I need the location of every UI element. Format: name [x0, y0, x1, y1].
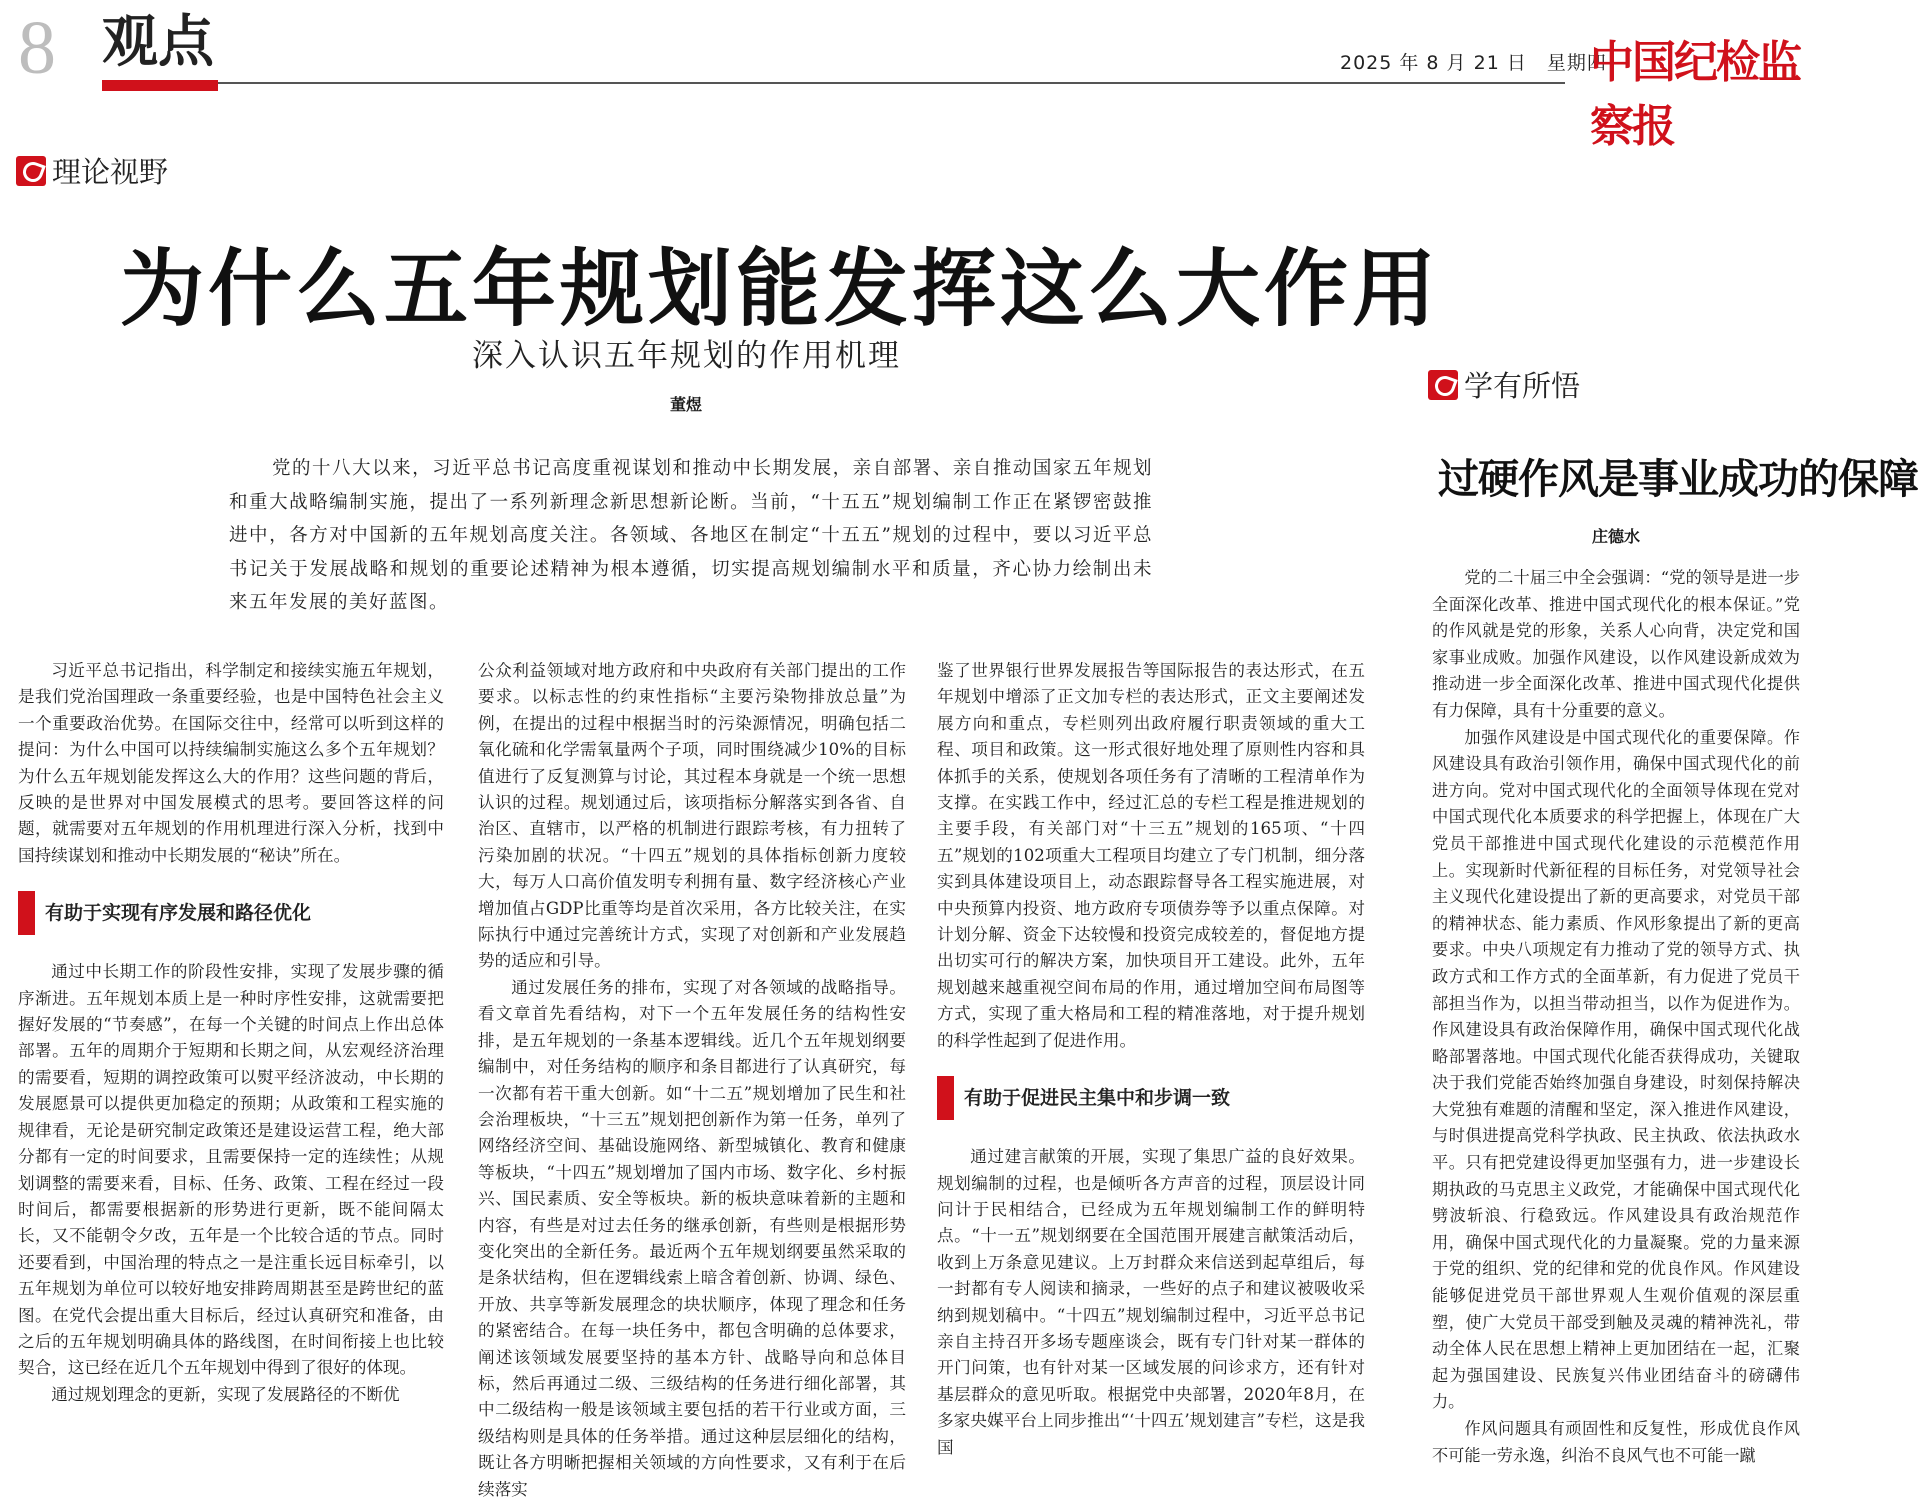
subheading — [18, 891, 444, 935]
section-title: 观点 — [102, 9, 214, 75]
subheading-text: 有助于实现有序发展和路径优化 — [45, 902, 312, 925]
paragraph: 作风问题具有顽固性和反复性，形成优良作风不可能一劳永逸，纠治不良风气也不可能一蹴 — [1432, 1419, 1800, 1465]
article-column-1 — [18, 658, 444, 1408]
subheading-bar — [18, 891, 35, 935]
paragraph: 党的二十届三中全会强调：“党的领导是进一步全面深化改革、推进中国式现代化的根本保证。”党的作风就是党的形象，关系人心向背，决定党和国家事业成败。加强作风建设，以作风建设新成效为推动进一步全面深化改革、推进中国式现代化提供有力保障，具有十分重要的意义。 — [1432, 568, 1800, 720]
paragraph: 习近平总书记指出，科学制定和接续实施五年规划，是我们党治国理政一条重要经验，也是中国特色社会主义一个重要政治优势。在国际交往中，经常可以听到这样的提问：为什么中国可以持续编制实施这么多个五年规划？为什么五年规划能发挥这么大的作用？这些问题的背后，反映的是世界对中国发展模式的思考。要回答这样的问题，就需要对五年规划的作用机理进行深入分析，找到中国持续谋划和推动中长期发展的“秘诀”所在。 — [18, 661, 444, 865]
newspaper-logo: 中国纪检监察报 — [1590, 37, 1800, 152]
flag-icon — [1428, 370, 1458, 400]
side-headline: 过硬作风是事业成功的保障 — [1438, 455, 1918, 503]
side-article-body — [1432, 565, 1800, 1469]
paragraph: 通过中长期工作的阶段性安排，实现了发展步骤的循序渐进。五年规划本质上是一种时序性安排，这就需要把握好发展的“节奏感”，在每一个关键的时间点上作出总体部署。五年的周期介于短期和长期之间，从宏观经济治理的需要看，短期的调控政策可以熨平经济波动，中长期的发展愿景可以提供更加稳定的预期；从政策和工程实施的规律看，无论是研究制定政策还是建设运营工程，绝大部分都有一定的时间要求，且需要保持一定的连续性；从规划调整的需要来看，目标、任务、政策、工程在经过一段时间后，都需要根据新的形势进行更新，既不能间隔太长，又不能朝令夕改，五年是一个比较合适的节点。同时还要看到，中国治理的特点之一是注重长远目标牵引，以五年规划为单位可以较好地安排跨周期甚至是跨世纪的蓝图。在党代会提出重大目标后，经过认真研究和准备，由之后的五年规划明确具体的路线图，在时间衔接上也比较契合，这已经在近几个五年规划中得到了很好的体现。 — [18, 962, 444, 1378]
main-author: 董煜 — [670, 395, 703, 414]
main-headline: 为什么五年规划能发挥这么大作用 — [120, 239, 1441, 338]
header-rule — [218, 82, 1565, 84]
paragraph: 通过建言献策的开展，实现了集思广益的良好效果。规划编制的过程，也是倾听各方声音的过程，顶层设计同问计于民相结合，已经成为五年规划编制工作的鲜明特点。“十一五”规划纲要在全国范围开展建言献策活动后，收到上万条意见建议。上万封群众来信送到起草组后，每一封都有专人阅读和摘录，一些好的点子和建议被吸收采纳到规划稿中。“十四五”规划编制过程中，习近平总书记亲自主持召开多场专题座谈会，既有专门针对某一群体的开门问策，也有针对某一区域发展的问诊求方，还有针对基层群众的意见听取。根据党中央部署，2020年8月，在多家央媒平台上同步推出“‘十四五’规划建言”专栏，这是我国 — [937, 1147, 1365, 1457]
subheading-text: 有助于促进民主集中和步调一致 — [964, 1086, 1231, 1109]
paragraph: 通过规划理念的更新，实现了发展路径的不断优 — [51, 1384, 400, 1404]
sub-headline: 深入认识五年规划的作用机理 — [472, 338, 901, 374]
paragraph: 公众利益领域对地方政府和中央政府有关部门提出的工作要求。以标志性的约束性指标“主要污染物排放总量”为例，在提出的过程中根据当时的污染源情况，明确包括二氧化硫和化学需氧量两个子项，同时围绕减少10%的目标值进行了反复测算与讨论，其过程本身就是一个统一思想认识的过程。规划通过后，该项指标分解落实到各省、自治区、直辖市，以严格的机制进行跟踪考核，有力扭转了污染加剧的状况。“十四五”规划的具体指标创新力度较大，每万人口高价值发明专利拥有量、数字经济核心产业增加值占GDP比重等均是首次采用，各方比较关注，在实际执行中通过完善统计方式，实现了对创新和产业发展趋势的适应和引导。 — [478, 661, 906, 971]
side-author: 庄德水 — [1592, 527, 1641, 546]
paragraph: 鉴了世界银行世界发展报告等国际报告的表达形式，在五年规划中增添了正文加专栏的表达形式，正文主要阐述发展方向和重点，专栏则列出政府履行职责领域的重大工程、项目和政策。这一形式很好地处理了原则性内容和具体抓手的关系，使规划各项任务有了清晰的工程清单作为支撑。在实践工作中，经过汇总的专栏工程是推进规划的主要手段，有关部门对“十三五”规划的165项、“十四五”规划的102项重大工程项目均建立了专门机制，细分落实到具体建设项目上，动态跟踪督导各工程实施进展，对中央预算内投资、地方政府专项债券等予以重点保障。对计划分解、资金下达较慢和投资完成较差的，督促地方提出切实可行的解决方案，加快项目开工建设。此外，五年规划越来越重视空间布局的作用，通过增加空间布局图等方式，实现了重大格局和工程的精准落地，对于提升规划的科学性起到了促进作用。 — [937, 661, 1365, 1050]
article-column-2 — [478, 658, 906, 1503]
page-number: 8 — [18, 6, 56, 90]
paragraph: 通过发展任务的排布，实现了对各领域的战略指导。看文章首先看结构，对下一个五年发展任务的结构性安排，是五年规划的一条基本逻辑线。近几个五年规划纲要编制中，对任务结构的顺序和条目都进行了认真研究，每一次都有若干重大创新。如“十二五”规划增加了民生和社会治理板块，“十三五”规划把创新作为第一任务，单列了网络经济空间、基础设施网络、新型城镇化、教育和健康等板块，“十四五”规划增加了国内市场、数字化、乡村振兴、国民素质、安全等板块。新的板块意味着新的主题和内容，有些是对过去任务的继承创新，有些则是根据形势变化突出的全新任务。最近两个五年规划纲要虽然采取的是条状结构，但在逻辑线索上暗含着创新、协调、绿色、开放、共享等新发展理念的块状顺序，体现了理念和任务的紧密结合。在每一块任务中，都包含明确的总体要求，阐述该领域发展要坚持的基本方针、战略导向和总体目标，然后再通过二级、三级结构的任务进行细化部署，其中二级结构一般是该领域主要包括的若干行业或方面，三级结构则是具体的任务举措。通过这种层层细化的结构，既让各方明晰把握相关领域的方向性要求，又有利于在后续落实 — [478, 977, 906, 1499]
lead-paragraph: 党的十八大以来，习近平总书记高度重视谋划和推动中长期发展，亲自部署、亲自推动国家五年规划和重大战略编制实施，提出了一系列新理念新思想新论断。当前，“十五五”规划编制工作正在紧锣密鼓推进中，各方对中国新的五年规划高度关注。各领域、各地区在制定“十五五”规划的过程中，要以习近平总书记关于发展战略和规划的重要论述精神为根本遵循，切实提高规划编制水平和质量，齐心协力绘制出未来五年发展的美好蓝图。 — [229, 458, 1153, 613]
column-label-study — [1428, 364, 1580, 405]
subheading — [937, 1076, 1365, 1120]
column-label-text: 理论视野 — [52, 155, 169, 189]
flag-icon — [16, 156, 46, 186]
paragraph: 加强作风建设是中国式现代化的重要保障。作风建设具有政治引领作用，确保中国式现代化的前进方向。党对中国式现代化的全面领导体现在党对中国式现代化本质要求的科学把握上，体现在广大党员干部推进中国式现代化建设的示范模范作用上。实现新时代新征程的目标任务，对党领导社会主义现代化建设提出了新的更高要求，对党员干部的精神状态、能力素质、作风形象提出了新的更高要求。中央八项规定有力推动了党的领导方式、执政方式和工作方式的全面革新，有力促进了党员干部担当作为，以担当带动担当，以作为促进作为。作风建设具有政治保障作用，确保中国式现代化战略部署落地。中国式现代化能否获得成功，关键取决于我们党能否始终加强自身建设，时刻保持解决大党独有难题的清醒和坚定，深入推进作风建设，与时俱进提高党科学执政、民主执政、依法执政水平。只有把党建设得更加坚强有力，进一步建设长期执政的马克思主义政党，才能确保中国式现代化劈波斩浪、行稳致远。作风建设具有政治规范作用，确保中国式现代化的力量凝聚。党的力量来源于党的组织、党的纪律和党的优良作风。作风建设能够促进党员干部世界观人生观价值观的深层重塑，使广大党员干部受到触及灵魂的精神洗礼，带动全体人民在思想上精神上更加团结在一起，汇聚起为强国建设、民族复兴伟业团结奋斗的磅礴伟力。 — [1432, 727, 1800, 1412]
column-label-text: 学有所悟 — [1464, 369, 1581, 403]
article-column-3 — [937, 658, 1365, 1461]
section-underline — [102, 80, 218, 91]
subheading-bar — [937, 1076, 954, 1120]
issue-date: 2025 年 8 月 21 日 星期四 — [1340, 52, 1607, 74]
column-label-theory — [16, 150, 168, 191]
